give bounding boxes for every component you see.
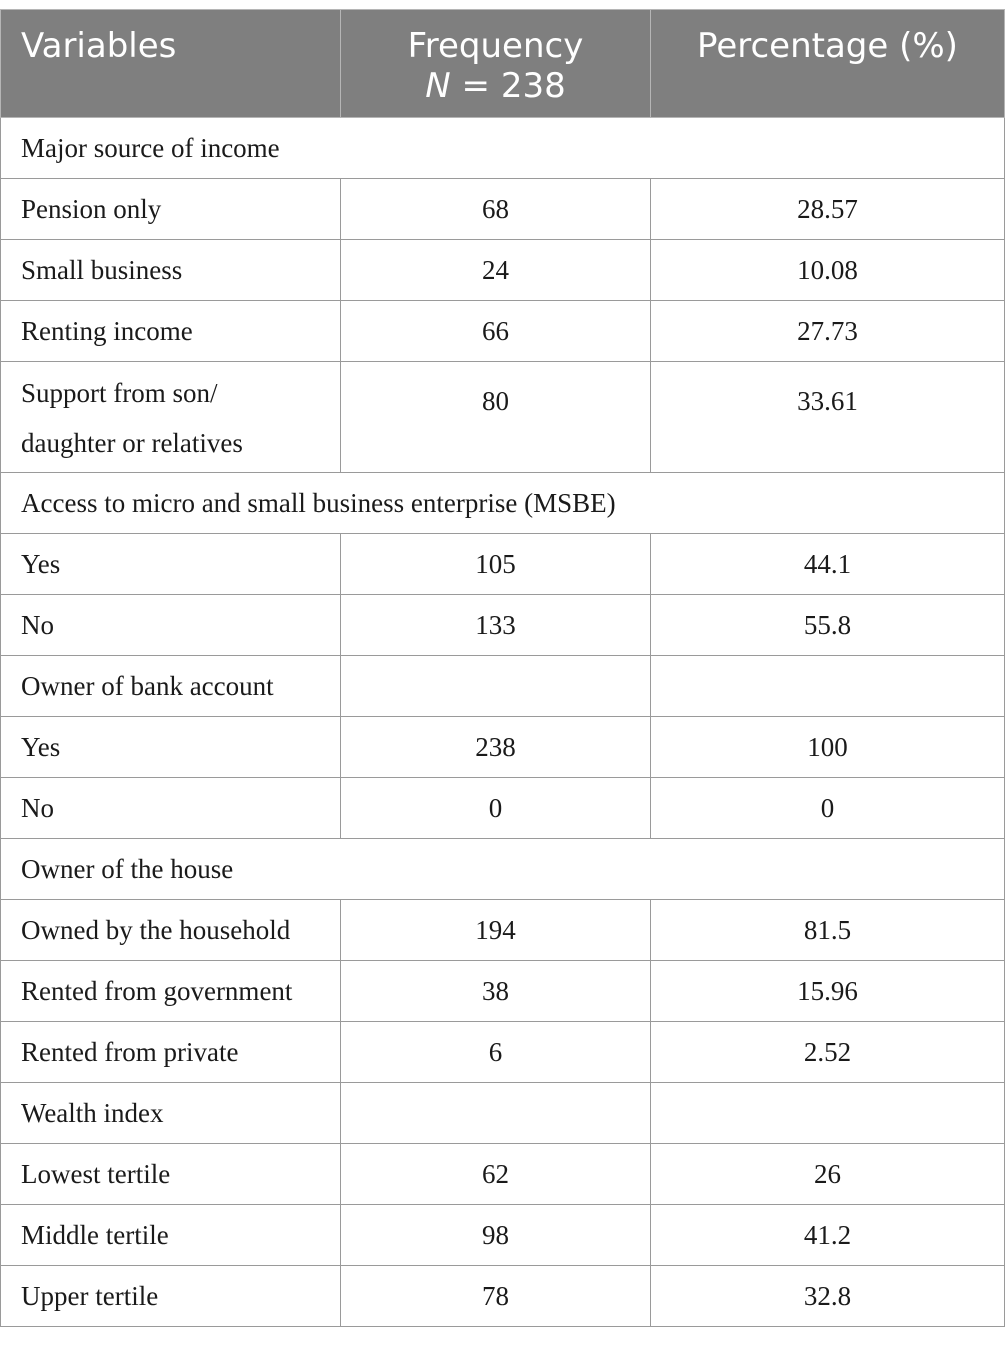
- table-row: [1, 1022, 1005, 1083]
- row-label: Small business: [1, 240, 341, 301]
- frequency-cell: 66: [341, 301, 651, 362]
- section-row: [1, 473, 1005, 534]
- percentage-cell: 0: [651, 778, 1005, 839]
- section-row: [1, 1083, 1005, 1144]
- percentage-cell: 2.52: [651, 1022, 1005, 1083]
- frequency-cell: 80: [341, 362, 651, 473]
- table-body: [1, 118, 1005, 1327]
- row-label: Upper tertile: [1, 1266, 341, 1327]
- section-row: [1, 839, 1005, 900]
- row-label: Lowest tertile: [1, 1144, 341, 1205]
- row-label: Pension only: [1, 179, 341, 240]
- frequency-cell: 238: [341, 717, 651, 778]
- row-label-line: daughter or relatives: [21, 428, 243, 458]
- row-label: Yes: [1, 717, 341, 778]
- table-row: [1, 1144, 1005, 1205]
- section-row: [1, 656, 1005, 717]
- header-percentage: Percentage (%): [651, 10, 1005, 118]
- frequency-cell: 6: [341, 1022, 651, 1083]
- percentage-cell: 55.8: [651, 595, 1005, 656]
- section-label: Major source of income: [1, 118, 1005, 179]
- empty-cell: [651, 1083, 1005, 1144]
- table-row: [1, 1266, 1005, 1327]
- percentage-cell: 41.2: [651, 1205, 1005, 1266]
- row-label-line: Support from son/: [21, 378, 218, 408]
- percentage-cell: 33.61: [651, 362, 1005, 473]
- frequency-cell: 105: [341, 534, 651, 595]
- table-row: [1, 362, 1005, 473]
- frequency-cell: 68: [341, 179, 651, 240]
- table-row: [1, 595, 1005, 656]
- table-row: [1, 717, 1005, 778]
- section-label: Owner of bank account: [1, 656, 341, 717]
- frequency-cell: 0: [341, 778, 651, 839]
- header-frequency: [341, 10, 651, 118]
- empty-cell: [341, 656, 651, 717]
- percentage-cell: 15.96: [651, 961, 1005, 1022]
- percentage-cell: 26: [651, 1144, 1005, 1205]
- section-label: Access to micro and small business enterprise (MSBE): [1, 473, 1005, 534]
- section-label: Owner of the house: [1, 839, 1005, 900]
- header-sample-size: [361, 66, 630, 106]
- percentage-cell: 28.57: [651, 179, 1005, 240]
- table-row: [1, 179, 1005, 240]
- header-variables: Variables: [1, 10, 341, 118]
- percentage-cell: 10.08: [651, 240, 1005, 301]
- data-table: [0, 9, 1005, 1327]
- frequency-cell: 78: [341, 1266, 651, 1327]
- frequency-cell: 24: [341, 240, 651, 301]
- frequency-cell: 194: [341, 900, 651, 961]
- row-label: Owned by the household: [1, 900, 341, 961]
- empty-cell: [341, 1083, 651, 1144]
- table-row: [1, 778, 1005, 839]
- header-n-value: = 238: [450, 66, 566, 106]
- row-label: Yes: [1, 534, 341, 595]
- row-label: Renting income: [1, 301, 341, 362]
- row-label: [1, 362, 341, 473]
- section-row: [1, 118, 1005, 179]
- frequency-cell: 98: [341, 1205, 651, 1266]
- table-row: [1, 900, 1005, 961]
- row-label: No: [1, 778, 341, 839]
- table-header: [1, 10, 1005, 118]
- row-label: No: [1, 595, 341, 656]
- table-row: [1, 240, 1005, 301]
- frequency-cell: 38: [341, 961, 651, 1022]
- table-row: [1, 301, 1005, 362]
- percentage-cell: 27.73: [651, 301, 1005, 362]
- table-row: [1, 1205, 1005, 1266]
- table-row: [1, 534, 1005, 595]
- header-row: [1, 10, 1005, 118]
- header-frequency-label: Frequency: [407, 26, 584, 66]
- row-label: Middle tertile: [1, 1205, 341, 1266]
- percentage-cell: 32.8: [651, 1266, 1005, 1327]
- table-row: [1, 961, 1005, 1022]
- empty-cell: [651, 656, 1005, 717]
- header-n-symbol: N: [425, 66, 451, 106]
- row-label: Rented from government: [1, 961, 341, 1022]
- percentage-cell: 81.5: [651, 900, 1005, 961]
- section-label: Wealth index: [1, 1083, 341, 1144]
- percentage-cell: 100: [651, 717, 1005, 778]
- frequency-cell: 133: [341, 595, 651, 656]
- row-label: Rented from private: [1, 1022, 341, 1083]
- frequency-cell: 62: [341, 1144, 651, 1205]
- percentage-cell: 44.1: [651, 534, 1005, 595]
